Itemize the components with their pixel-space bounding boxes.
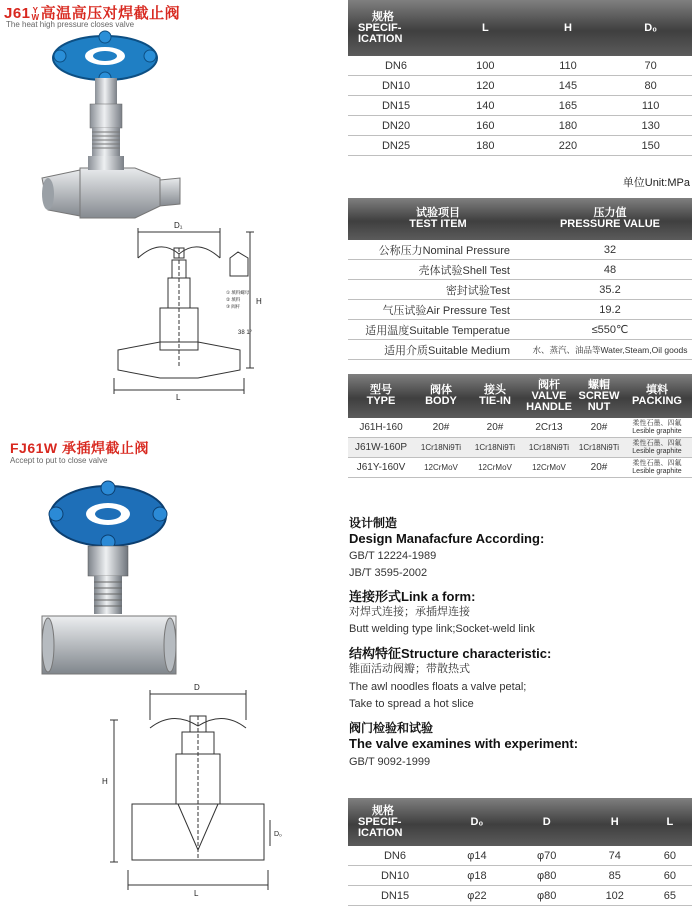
cell-packing [622,418,692,438]
table-row [348,886,692,906]
material-header-body [414,374,468,418]
top-valve-photo [40,28,210,228]
material-header-body-zh: 阀体 [430,384,452,396]
spec1-header-spec [348,0,444,56]
design-standard-1: GB/T 12224-1989 [349,550,437,562]
cell: 12CrMoV [468,458,522,478]
table-row [348,96,692,116]
table-row [348,76,692,96]
cell: 密封试验Test [348,280,528,300]
cell: 130 [609,116,692,136]
material-header-type-zh: 型号 [370,384,392,396]
spec1-header-en2: ICATION [358,32,403,45]
table-row [348,56,692,76]
table-row [348,458,692,478]
top-note-3: ③ 阀杆 [226,304,241,309]
cell: 110 [527,56,610,76]
material-table-header [348,374,692,418]
packing-zh: 柔性石墨、四氟 [632,419,682,427]
design-heading-zh: 设计制造 [349,516,398,530]
cell: φ22 [442,886,512,906]
cell: 60 [648,846,692,866]
top-valve-drawing [100,218,280,408]
material-table [348,374,692,478]
link-heading: 连接形式Link a form: [349,589,476,604]
cell: 1Cr18Ni9Ti [414,438,468,458]
cell: φ14 [442,846,512,866]
cell: 20# [414,418,468,438]
pressure-header-value [528,198,692,240]
cell: 20# [576,418,622,438]
cell: φ18 [442,866,512,886]
pressure-header-item-zh: 试验项目 [416,207,460,219]
table-row [348,866,692,886]
material-header-handle-en2: HANDLE [526,400,572,413]
material-header-nut-en2: NUT [587,400,611,413]
bottom-product-title: FJ61W 承插焊截止阀 [10,440,150,456]
pressure-table-header [348,198,692,240]
cell: 12CrMoV [522,458,576,478]
material-header-nut-en: SCREW [578,389,620,402]
material-header-nut-zh: 螺帽 [588,378,610,391]
cell: DN10 [348,866,442,886]
cell: 165 [527,96,610,116]
cell: 140 [444,96,527,116]
cell: 19.2 [528,300,692,320]
cell-packing [622,458,692,478]
structure-text-zh: 锥面活动阀瓣；带散热式 [349,663,470,675]
cell: 20# [468,418,522,438]
spec1-header-h: H [527,0,610,56]
material-header-tiein [468,374,522,418]
cell: 120 [444,76,527,96]
cell: 35.2 [528,280,692,300]
cell: 适用温度Suitable Temperatue [348,320,528,340]
design-heading-en: Design Manafacfure According: [349,531,545,546]
cell: 220 [527,136,610,156]
top-dim-d1: D₁ [174,221,183,230]
cell: 80 [609,76,692,96]
exam-heading-en: The valve examines with experiment: [349,736,579,751]
material-header-handle-en: VALVE [531,389,567,402]
structure-text-en-2: Take to spread a hot slice [349,698,474,710]
top-product-subtitle: The heat high pressure closes valve [6,20,135,29]
cell: φ70 [512,846,582,866]
top-title-sub-y: Y [32,6,39,16]
material-header-type-en: TYPE [366,395,396,407]
structure-text-en-1: The awl noodles floats a valve petal; [349,681,527,693]
material-header-packing [622,374,692,418]
material-header-nut [576,374,622,418]
link-text-en: Butt welding type link;Socket-weld link [349,623,535,635]
spec1-header-l: L [444,0,527,56]
pressure-header-item [348,198,528,240]
table-row [348,260,692,280]
cell: 公称压力Nominal Pressure [348,240,528,260]
material-header-packing-en: PACKING [632,395,682,407]
cell: DN15 [348,886,442,906]
top-title-name: 高温高压对焊截止阀 [40,5,181,22]
spec2-header-l: L [648,798,692,846]
spec1-header-d0: D₀ [609,0,692,56]
top-dim-h: H [256,297,262,306]
table-row [348,280,692,300]
top-title-sub-w: W [31,13,40,23]
material-header-body-en: BODY [425,395,457,407]
cell: DN20 [348,116,444,136]
cell: 100 [444,56,527,76]
cell: 1Cr18Ni9Ti [522,438,576,458]
bottom-dim-h: H [102,777,108,786]
top-note-2: ② 填料 [226,297,241,302]
cell: 2Cr13 [522,418,576,438]
cell: 150 [609,136,692,156]
cell: DN10 [348,76,444,96]
exam-heading-zh: 阀门检验和试验 [349,721,434,735]
cell: φ80 [512,866,582,886]
bottom-valve-photo [38,478,188,678]
table-row [348,340,692,360]
cell: 壳体试验Shell Test [348,260,528,280]
bottom-dim-d0: D₀ [274,831,282,838]
bottom-product-subtitle: Accept to put to close valve [10,456,108,465]
packing-en: Lesible graphite [632,447,682,455]
bottom-dim-l: L [194,889,199,898]
spec-table-2 [348,798,692,906]
bottom-dim-d: D [194,683,200,692]
spec2-header-en2: ICATION [358,826,403,839]
spec2-header-spec [348,798,442,846]
cell: J61W-160P [348,438,414,458]
table-row [348,240,692,260]
table-row [348,300,692,320]
table-row [348,136,692,156]
cell: φ80 [512,886,582,906]
cell: J61H-160 [348,418,414,438]
cell: 70 [609,56,692,76]
cell: DN25 [348,136,444,156]
spec2-header-d0: D₀ [442,798,512,846]
material-header-packing-zh: 填料 [646,384,668,396]
exam-standard: GB/T 9092-1999 [349,756,431,768]
cell: 48 [528,260,692,280]
cell: 160 [444,116,527,136]
cell: 12CrMoV [414,458,468,478]
cell: 32 [528,240,692,260]
structure-heading: 结构特征Structure characteristic: [349,646,552,661]
table-row [348,438,692,458]
packing-zh: 柔性石墨、四氟 [632,459,682,467]
cell: DN6 [348,56,444,76]
pressure-header-item-en: TEST ITEM [409,218,467,230]
unit-label: 单位Unit:MPa [622,177,690,189]
table-row [348,116,692,136]
cell: 1Cr18Ni9Ti [468,438,522,458]
bottom-valve-drawing [98,680,288,900]
spec-table-2-header [348,798,692,846]
spec1-header-zh: 规格 [372,10,394,23]
cell: 110 [609,96,692,116]
table-row [348,846,692,866]
material-header-tiein-en: TIE-IN [479,395,511,407]
link-text-zh: 对焊式连接；承插焊连接 [349,606,470,618]
material-header-handle [522,374,576,418]
cell: 气压试验Air Pressure Test [348,300,528,320]
cell: 适用介质Suitable Medium [348,340,528,360]
packing-zh: 柔性石墨、四氟 [632,439,682,447]
packing-en: Lesible graphite [632,427,682,435]
material-header-tiein-zh: 接头 [484,384,506,396]
cell: 180 [527,116,610,136]
spec2-header-zh: 规格 [372,804,394,817]
cell: 145 [527,76,610,96]
table-row [348,320,692,340]
cell: J61Y-160V [348,458,414,478]
spec1-header-en: SPECIF- [358,21,402,34]
top-note-1: ① 填料螺母 [226,290,250,295]
material-header-handle-zh: 阀杆 [538,378,560,391]
pressure-header-value-zh: 压力值 [593,207,627,219]
spec2-header-h: H [582,798,648,846]
material-header-type [348,374,414,418]
cell: 60 [648,866,692,886]
spec-table-1-header [348,0,692,56]
cell-packing [622,438,692,458]
cell: 20# [576,458,622,478]
packing-en: Lesible graphite [632,467,682,475]
cell: 102 [582,886,648,906]
spec2-header-d: D [512,798,582,846]
cell: 180 [444,136,527,156]
spec-table-1 [348,0,692,156]
cell: 1Cr18Ni9Ti [576,438,622,458]
cell: ≤550℃ [528,320,692,340]
design-standard-2: JB/T 3595-2002 [349,567,428,579]
cell: DN6 [348,846,442,866]
pressure-table [348,198,692,360]
top-dim-l: L [176,393,181,402]
cell: 74 [582,846,648,866]
cell: 65 [648,886,692,906]
pressure-header-value-en: PRESSURE VALUE [559,218,661,230]
cell: 85 [582,866,648,886]
cell: 水、蒸汽、油品等Water,Steam,Oil goods [528,340,692,360]
cell: DN15 [348,96,444,116]
top-dim-angle: 38 1° [238,330,253,336]
table-row [348,418,692,438]
top-title-model: J61 [4,5,31,22]
spec2-header-en: SPECIF- [358,815,402,828]
